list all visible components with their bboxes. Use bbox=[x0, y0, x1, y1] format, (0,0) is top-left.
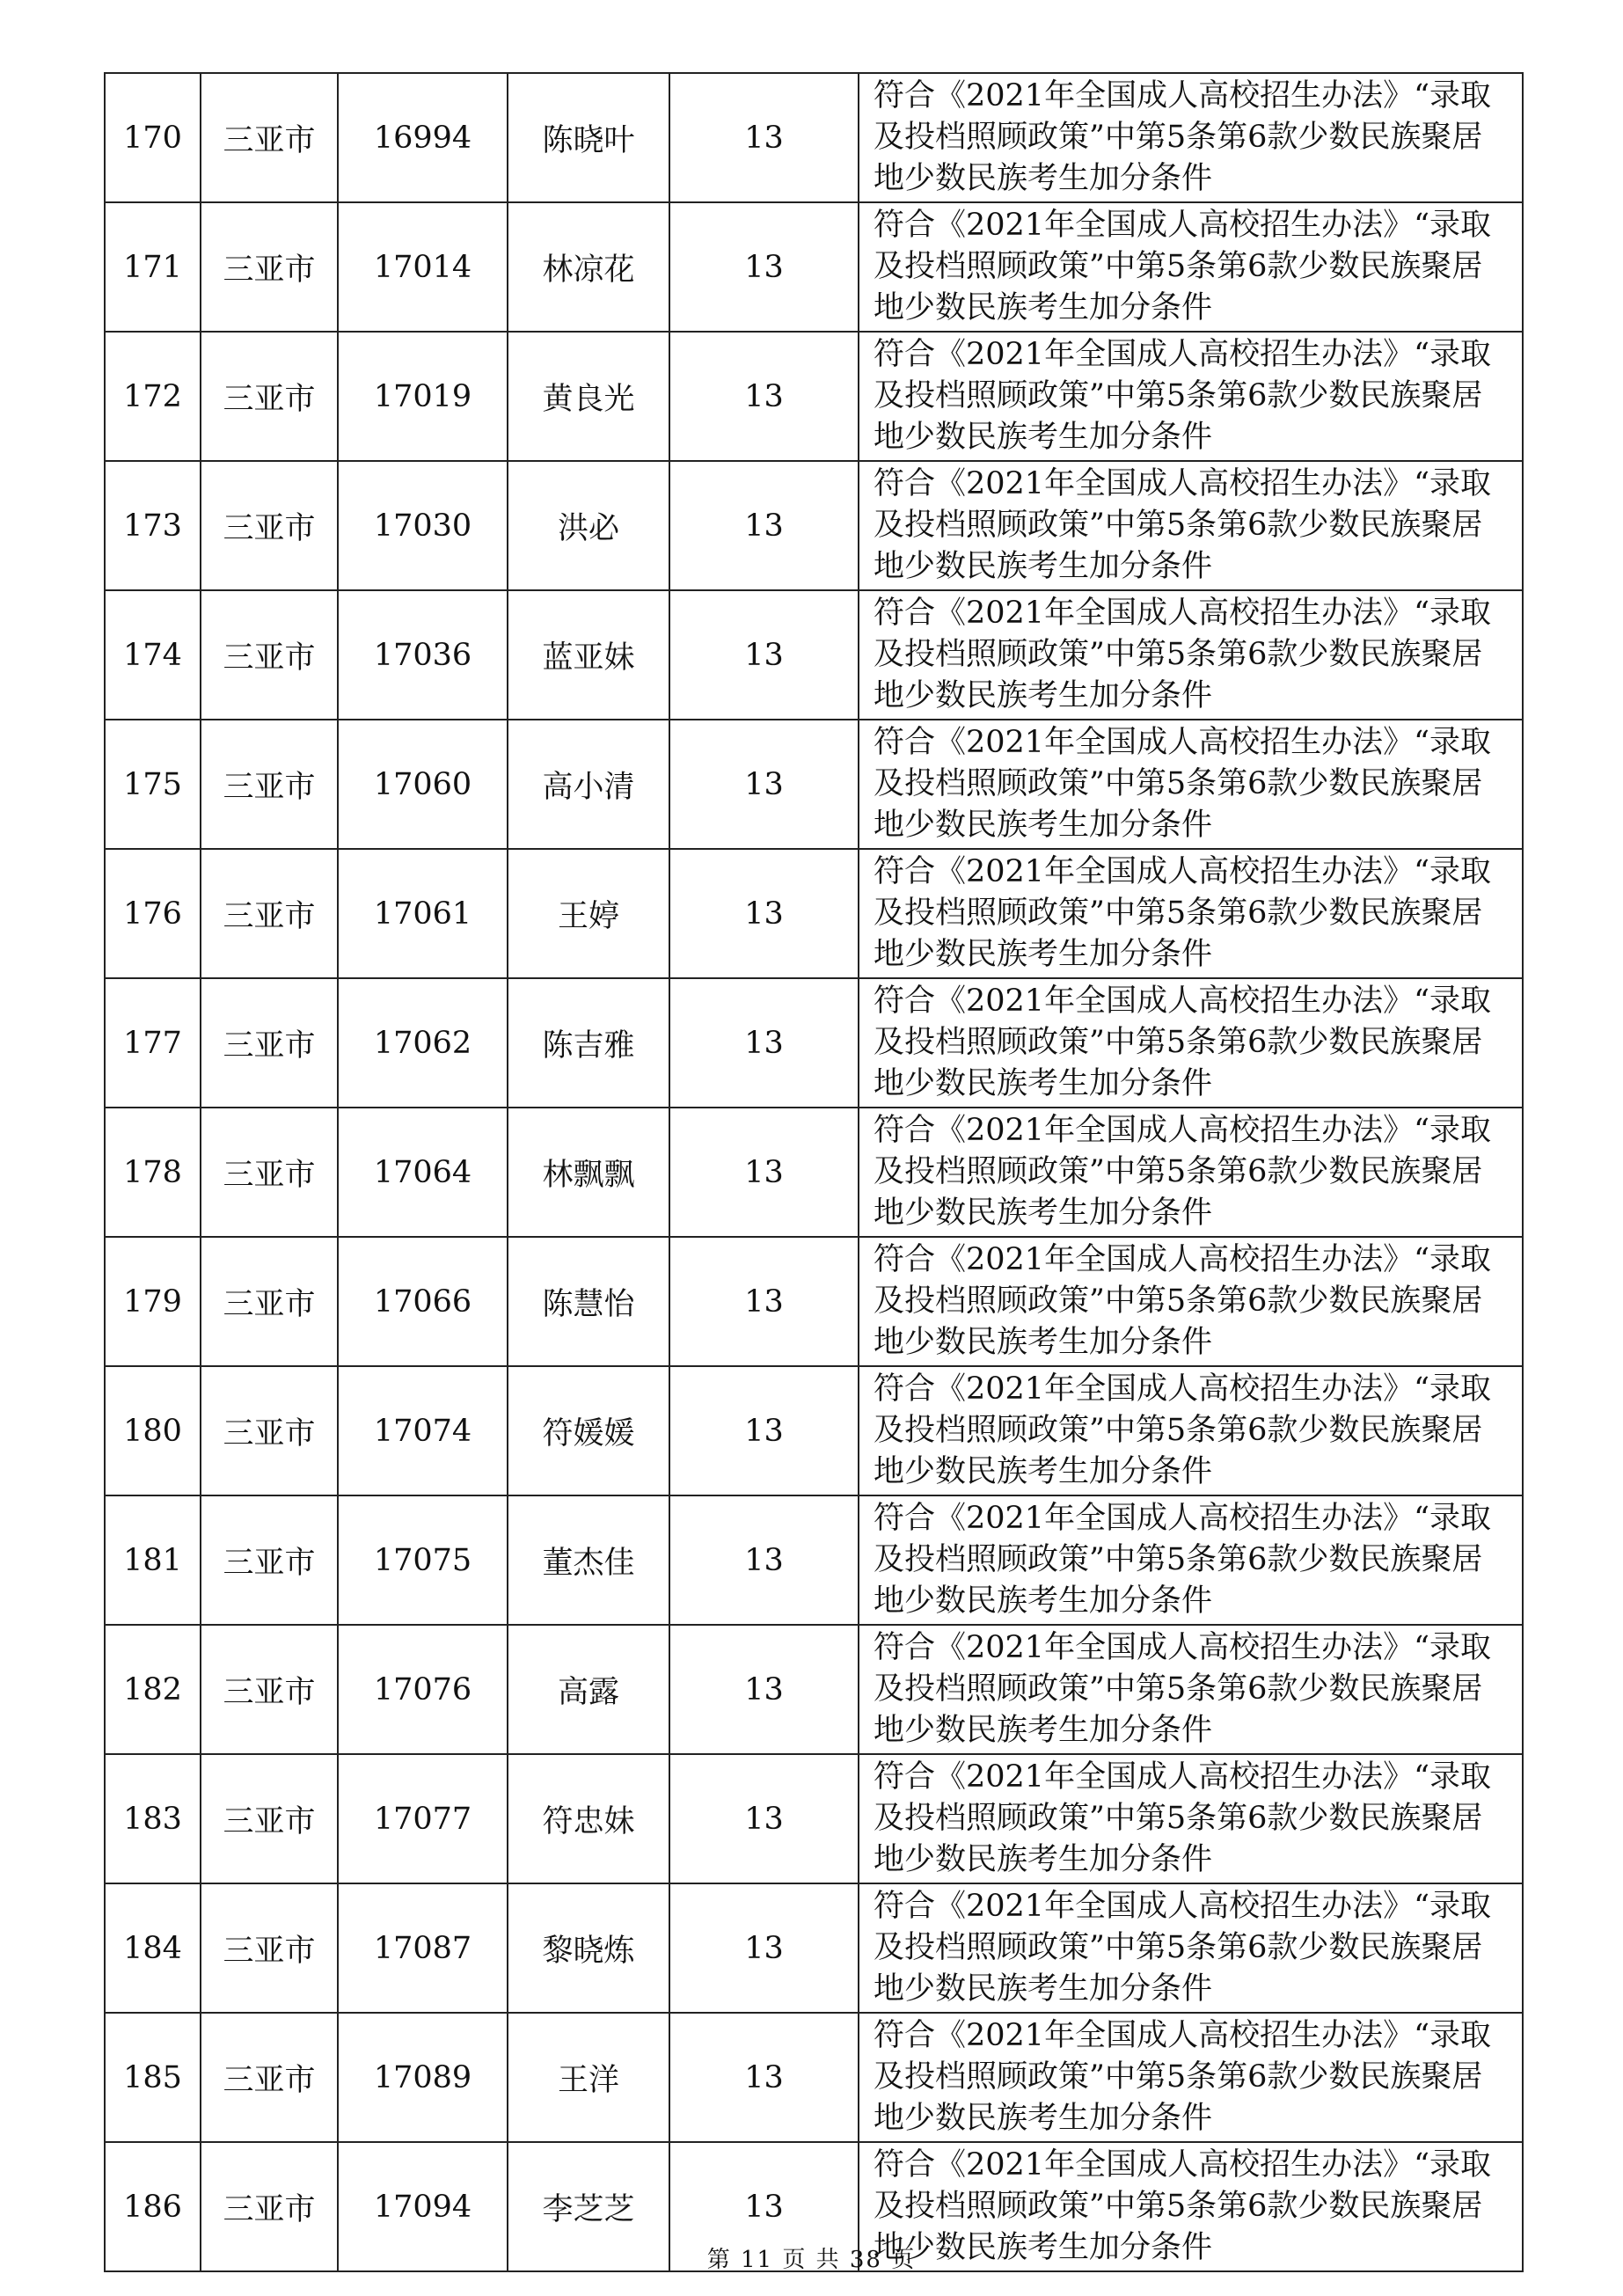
table-row bbox=[105, 2013, 1523, 2142]
table-row bbox=[105, 849, 1523, 978]
table-row bbox=[105, 720, 1523, 849]
page-footer: 第 11 页 共 38 页 bbox=[706, 2247, 917, 2273]
bonus-score-cell: 13 bbox=[669, 1625, 859, 1754]
reason-note-cell: 符合《2021年全国成人高校招生办法》“录取及投档照顾政策”中第5条第6款少数民族聚居地少数民族考生加分条件 bbox=[859, 1625, 1523, 1754]
row-number-cell: 177 bbox=[105, 978, 201, 1108]
reason-note-cell: 符合《2021年全国成人高校招生办法》“录取及投档照顾政策”中第5条第6款少数民族聚居地少数民族考生加分条件 bbox=[859, 1883, 1523, 2013]
reason-note-cell: 符合《2021年全国成人高校招生办法》“录取及投档照顾政策”中第5条第6款少数民族聚居地少数民族考生加分条件 bbox=[859, 73, 1523, 202]
city-cell: 三亚市 bbox=[201, 1625, 338, 1754]
reason-note-cell: 符合《2021年全国成人高校招生办法》“录取及投档照顾政策”中第5条第6款少数民族聚居地少数民族考生加分条件 bbox=[859, 1754, 1523, 1883]
bonus-score-cell: 13 bbox=[669, 978, 859, 1108]
reason-note-cell: 符合《2021年全国成人高校招生办法》“录取及投档照顾政策”中第5条第6款少数民族聚居地少数民族考生加分条件 bbox=[859, 202, 1523, 332]
row-number-cell: 176 bbox=[105, 849, 201, 978]
city-cell: 三亚市 bbox=[201, 590, 338, 720]
reason-note-cell: 符合《2021年全国成人高校招生办法》“录取及投档照顾政策”中第5条第6款少数民族聚居地少数民族考生加分条件 bbox=[859, 1495, 1523, 1625]
bonus-score-cell: 13 bbox=[669, 1883, 859, 2013]
bonus-score-cell: 13 bbox=[669, 2142, 859, 2271]
reason-note-cell: 符合《2021年全国成人高校招生办法》“录取及投档照顾政策”中第5条第6款少数民族聚居地少数民族考生加分条件 bbox=[859, 332, 1523, 461]
reason-note-cell: 符合《2021年全国成人高校招生办法》“录取及投档照顾政策”中第5条第6款少数民族聚居地少数民族考生加分条件 bbox=[859, 1366, 1523, 1495]
candidate-name-cell: 高露 bbox=[508, 1625, 669, 1754]
candidate-name-cell: 符媛媛 bbox=[508, 1366, 669, 1495]
bonus-score-cell: 13 bbox=[669, 73, 859, 202]
row-number-cell: 170 bbox=[105, 73, 201, 202]
city-cell: 三亚市 bbox=[201, 2013, 338, 2142]
city-cell: 三亚市 bbox=[201, 849, 338, 978]
reason-note-cell: 符合《2021年全国成人高校招生办法》“录取及投档照顾政策”中第5条第6款少数民族聚居地少数民族考生加分条件 bbox=[859, 720, 1523, 849]
candidate-name-cell: 洪必 bbox=[508, 461, 669, 590]
row-number-cell: 179 bbox=[105, 1237, 201, 1366]
candidate-id-cell: 17030 bbox=[338, 461, 508, 590]
table-row bbox=[105, 590, 1523, 720]
row-number-cell: 175 bbox=[105, 720, 201, 849]
candidate-name-cell: 林飘飘 bbox=[508, 1108, 669, 1237]
candidate-id-cell: 17019 bbox=[338, 332, 508, 461]
candidate-name-cell: 符忠妹 bbox=[508, 1754, 669, 1883]
row-number-cell: 183 bbox=[105, 1754, 201, 1883]
city-cell: 三亚市 bbox=[201, 720, 338, 849]
candidate-name-cell: 李芝芝 bbox=[508, 2142, 669, 2271]
candidate-id-cell: 17094 bbox=[338, 2142, 508, 2271]
row-number-cell: 186 bbox=[105, 2142, 201, 2271]
city-cell: 三亚市 bbox=[201, 461, 338, 590]
bonus-score-cell: 13 bbox=[669, 849, 859, 978]
bonus-score-cell: 13 bbox=[669, 2013, 859, 2142]
city-cell: 三亚市 bbox=[201, 2142, 338, 2271]
candidate-name-cell: 董杰佳 bbox=[508, 1495, 669, 1625]
table-row bbox=[105, 1366, 1523, 1495]
bonus-score-cell: 13 bbox=[669, 720, 859, 849]
candidate-id-cell: 17066 bbox=[338, 1237, 508, 1366]
table-row bbox=[105, 1237, 1523, 1366]
candidate-id-cell: 17060 bbox=[338, 720, 508, 849]
candidate-id-cell: 17089 bbox=[338, 2013, 508, 2142]
table-row bbox=[105, 1883, 1523, 2013]
candidate-name-cell: 蓝亚妹 bbox=[508, 590, 669, 720]
reason-note-cell: 符合《2021年全国成人高校招生办法》“录取及投档照顾政策”中第5条第6款少数民族聚居地少数民族考生加分条件 bbox=[859, 978, 1523, 1108]
candidate-id-cell: 17064 bbox=[338, 1108, 508, 1237]
reason-note-cell: 符合《2021年全国成人高校招生办法》“录取及投档照顾政策”中第5条第6款少数民族聚居地少数民族考生加分条件 bbox=[859, 1108, 1523, 1237]
table-row bbox=[105, 73, 1523, 202]
row-number-cell: 173 bbox=[105, 461, 201, 590]
row-number-cell: 185 bbox=[105, 2013, 201, 2142]
candidate-name-cell: 王婷 bbox=[508, 849, 669, 978]
reason-note-cell: 符合《2021年全国成人高校招生办法》“录取及投档照顾政策”中第5条第6款少数民族聚居地少数民族考生加分条件 bbox=[859, 461, 1523, 590]
table-row bbox=[105, 978, 1523, 1108]
candidate-name-cell: 陈慧怡 bbox=[508, 1237, 669, 1366]
row-number-cell: 181 bbox=[105, 1495, 201, 1625]
row-number-cell: 180 bbox=[105, 1366, 201, 1495]
row-number-cell: 178 bbox=[105, 1108, 201, 1237]
city-cell: 三亚市 bbox=[201, 1754, 338, 1883]
bonus-score-cell: 13 bbox=[669, 590, 859, 720]
candidate-id-cell: 17062 bbox=[338, 978, 508, 1108]
table-body bbox=[105, 73, 1523, 2271]
city-cell: 三亚市 bbox=[201, 1108, 338, 1237]
city-cell: 三亚市 bbox=[201, 202, 338, 332]
row-number-cell: 172 bbox=[105, 332, 201, 461]
candidate-id-cell: 17075 bbox=[338, 1495, 508, 1625]
city-cell: 三亚市 bbox=[201, 73, 338, 202]
candidate-id-cell: 17076 bbox=[338, 1625, 508, 1754]
reason-note-cell: 符合《2021年全国成人高校招生办法》“录取及投档照顾政策”中第5条第6款少数民族聚居地少数民族考生加分条件 bbox=[859, 1237, 1523, 1366]
candidate-id-cell: 17036 bbox=[338, 590, 508, 720]
reason-note-cell: 符合《2021年全国成人高校招生办法》“录取及投档照顾政策”中第5条第6款少数民族聚居地少数民族考生加分条件 bbox=[859, 2013, 1523, 2142]
candidate-id-cell: 17087 bbox=[338, 1883, 508, 2013]
candidate-name-cell: 陈晓叶 bbox=[508, 73, 669, 202]
reason-note-cell: 符合《2021年全国成人高校招生办法》“录取及投档照顾政策”中第5条第6款少数民族聚居地少数民族考生加分条件 bbox=[859, 849, 1523, 978]
bonus-score-cell: 13 bbox=[669, 1366, 859, 1495]
candidate-name-cell: 林凉花 bbox=[508, 202, 669, 332]
table-row bbox=[105, 1754, 1523, 1883]
table-row bbox=[105, 202, 1523, 332]
row-number-cell: 171 bbox=[105, 202, 201, 332]
city-cell: 三亚市 bbox=[201, 978, 338, 1108]
city-cell: 三亚市 bbox=[201, 1495, 338, 1625]
candidate-id-cell: 16994 bbox=[338, 73, 508, 202]
bonus-score-cell: 13 bbox=[669, 1237, 859, 1366]
row-number-cell: 174 bbox=[105, 590, 201, 720]
bonus-score-cell: 13 bbox=[669, 1754, 859, 1883]
bonus-score-cell: 13 bbox=[669, 461, 859, 590]
candidate-name-cell: 黎晓炼 bbox=[508, 1883, 669, 2013]
candidate-id-cell: 17077 bbox=[338, 1754, 508, 1883]
bonus-score-cell: 13 bbox=[669, 1108, 859, 1237]
table-row bbox=[105, 1625, 1523, 1754]
candidate-id-cell: 17061 bbox=[338, 849, 508, 978]
table-row bbox=[105, 461, 1523, 590]
city-cell: 三亚市 bbox=[201, 1366, 338, 1495]
candidate-table bbox=[104, 72, 1524, 2272]
candidate-id-cell: 17074 bbox=[338, 1366, 508, 1495]
city-cell: 三亚市 bbox=[201, 1237, 338, 1366]
candidate-name-cell: 黄良光 bbox=[508, 332, 669, 461]
candidate-id-cell: 17014 bbox=[338, 202, 508, 332]
candidate-name-cell: 王洋 bbox=[508, 2013, 669, 2142]
reason-note-cell: 符合《2021年全国成人高校招生办法》“录取及投档照顾政策”中第5条第6款少数民族聚居地少数民族考生加分条件 bbox=[859, 2142, 1523, 2271]
city-cell: 三亚市 bbox=[201, 332, 338, 461]
row-number-cell: 184 bbox=[105, 1883, 201, 2013]
bonus-score-cell: 13 bbox=[669, 1495, 859, 1625]
row-number-cell: 182 bbox=[105, 1625, 201, 1754]
city-cell: 三亚市 bbox=[201, 1883, 338, 2013]
table-row bbox=[105, 332, 1523, 461]
candidate-name-cell: 高小清 bbox=[508, 720, 669, 849]
candidate-name-cell: 陈吉雅 bbox=[508, 978, 669, 1108]
reason-note-cell: 符合《2021年全国成人高校招生办法》“录取及投档照顾政策”中第5条第6款少数民族聚居地少数民族考生加分条件 bbox=[859, 590, 1523, 720]
table-row bbox=[105, 1108, 1523, 1237]
table-row bbox=[105, 1495, 1523, 1625]
bonus-score-cell: 13 bbox=[669, 332, 859, 461]
bonus-score-cell: 13 bbox=[669, 202, 859, 332]
